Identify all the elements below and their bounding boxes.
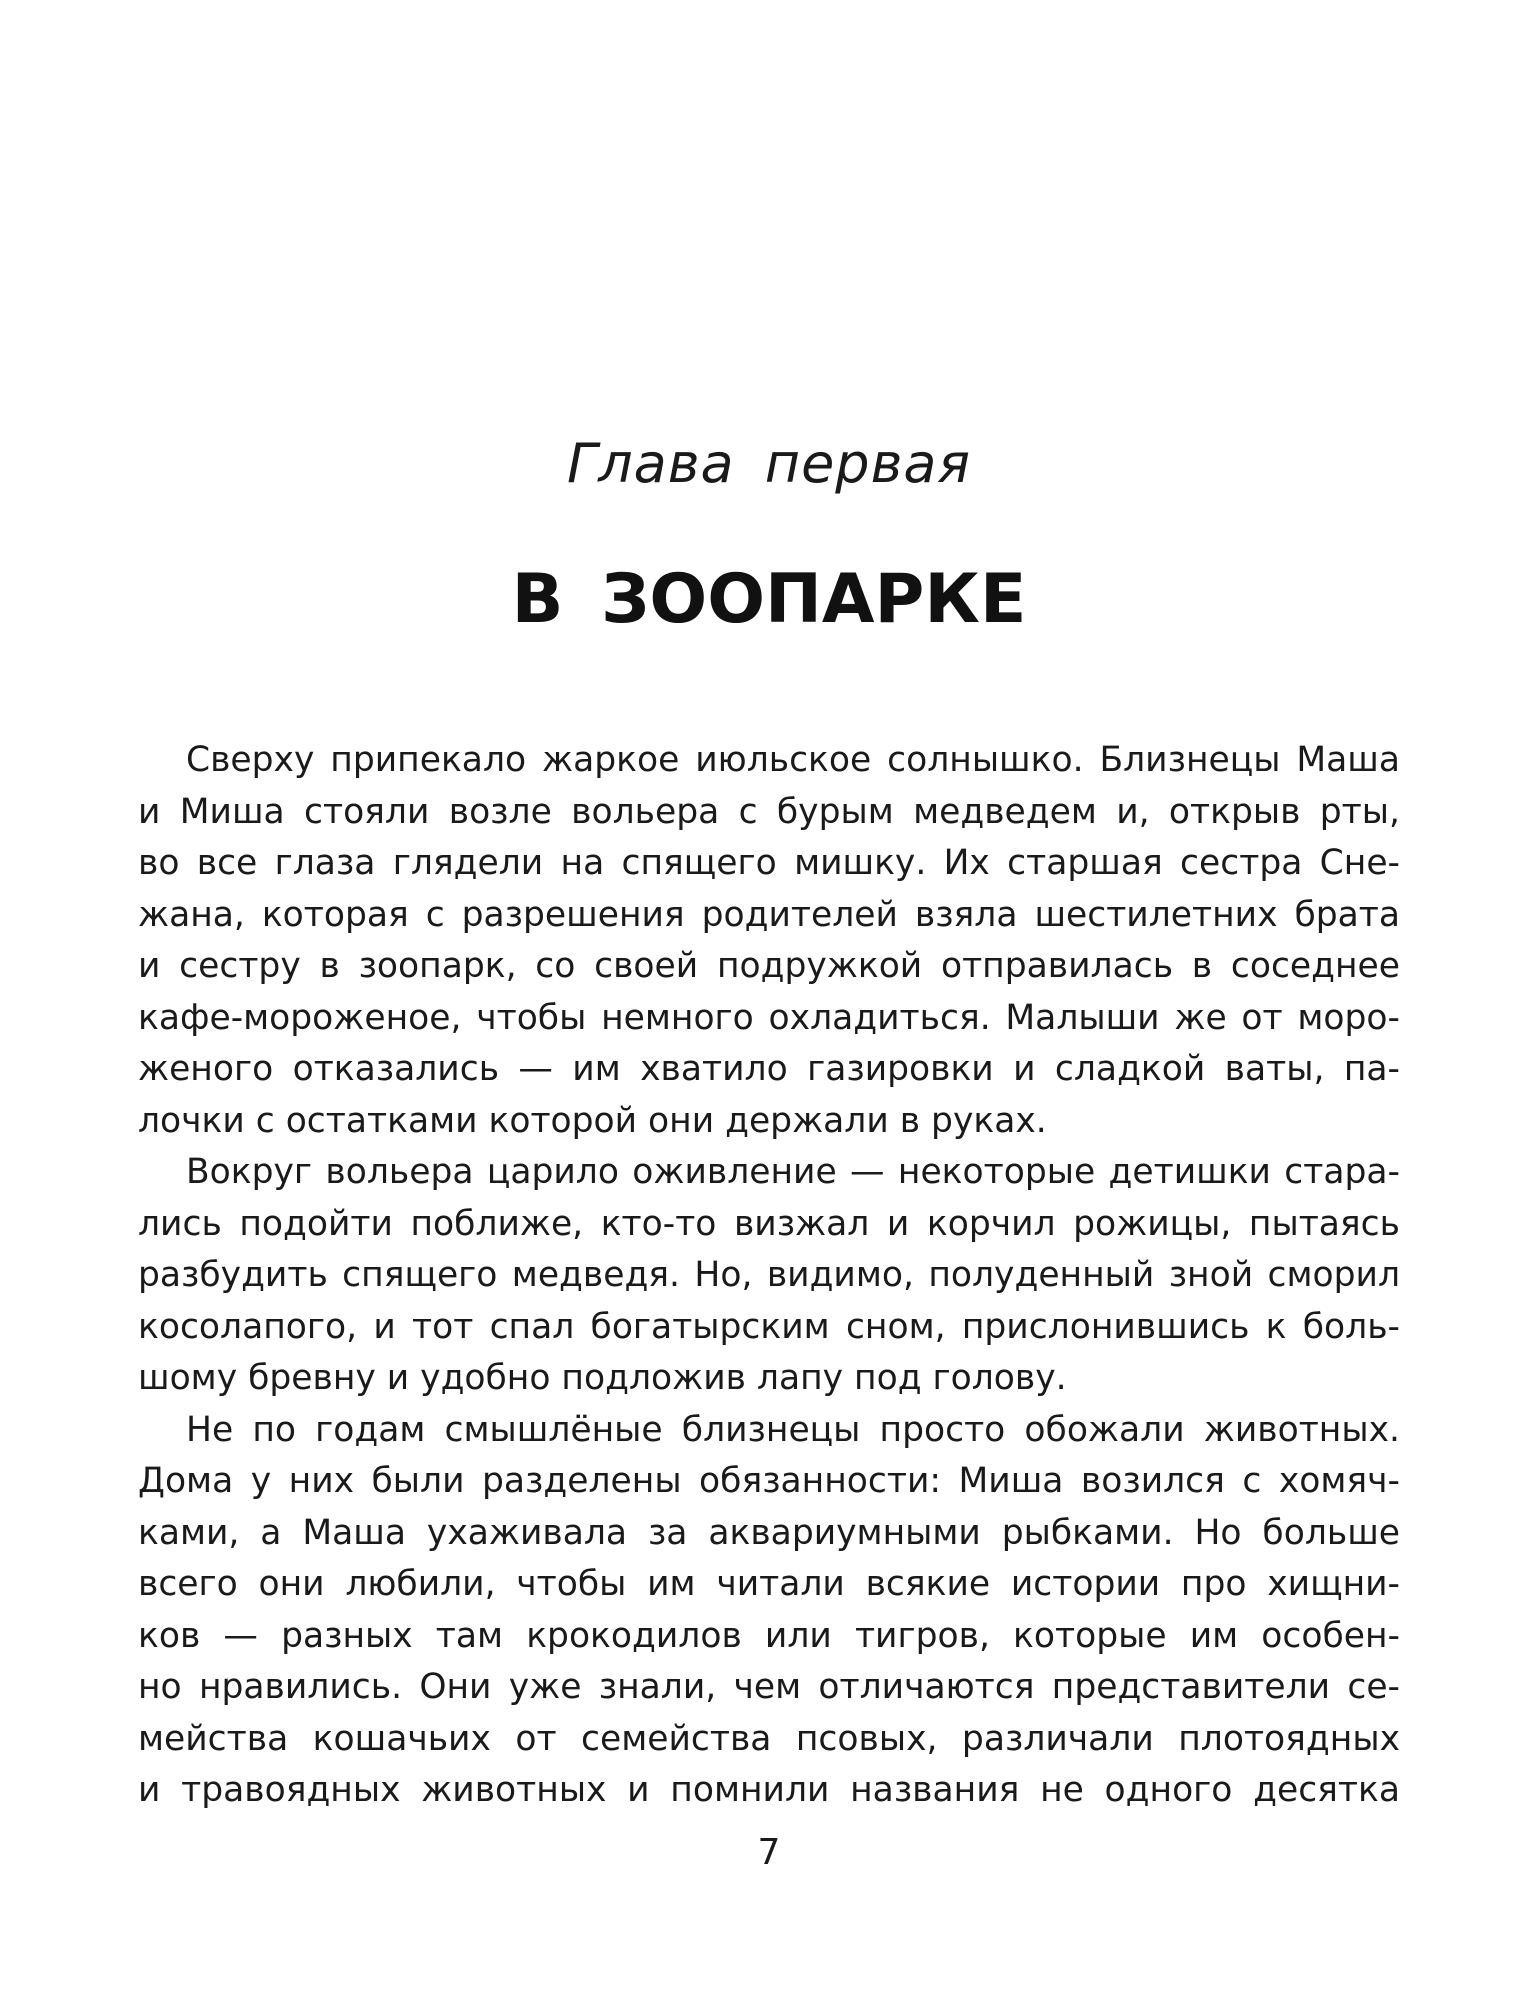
text-line: ками, а Маша ухаживала за аквариумными рыбками. Но больше: [138, 1512, 1400, 1553]
page-number: 7: [757, 1832, 781, 1873]
paragraph-3: [138, 1405, 1400, 1817]
text-line: но нравились. Они уже знали, чем отличаются представители се-: [138, 1667, 1400, 1707]
text-line: шому бревну и удобно подложив лапу под голову.: [138, 1358, 1067, 1398]
paragraph-2: [138, 1147, 1400, 1405]
chapter-title: В ЗООПАРКЕ: [511, 560, 1027, 639]
text-line: Дома у них были разделены обязанности: Миша возился с хомяч-: [138, 1461, 1400, 1501]
text-line: жана, которая с разрешения родителей взяла шестилетних брата: [138, 894, 1400, 935]
text-line: лочки с остатками которой они держали в руках.: [138, 1100, 1047, 1141]
text-line: Сверху припекало жаркое июльское солнышко. Близнецы Маша: [186, 740, 1400, 780]
text-line: косолапого, и тот спал богатырским сном, прислонившись к боль-: [138, 1306, 1400, 1347]
text-line: лись подойти поближе, кто-то визжал и корчил рожицы, пытаясь: [138, 1203, 1400, 1244]
text-line: и сестру в зоопарк, со своей подружкой отправилась в соседнее: [138, 946, 1400, 986]
body-text: [138, 735, 1400, 1817]
text-line: и Миша стояли возле вольера с бурым медведем и, открыв рты,: [138, 791, 1400, 832]
chapter-label: Глава первая: [567, 432, 971, 495]
text-line: разбудить спящего медведя. Но, видимо, полуденный зной сморил: [138, 1255, 1400, 1295]
text-line: мейства кошачьих от семейства псовых, различали плотоядных: [138, 1718, 1400, 1759]
text-line: во все глаза глядели на спящего мишку. Их старшая сестра Сне-: [138, 843, 1400, 883]
text-line: ков — разных там крокодилов или тигров, которые им особен-: [138, 1615, 1400, 1656]
text-line: Вокруг вольера царило оживление — некоторые детишки стара-: [186, 1152, 1400, 1192]
text-line: кафе-мороженое, чтобы немного охладиться. Малыши же от моро-: [138, 997, 1400, 1038]
text-line: женого отказались — им хватило газировки и сладкой ваты, па-: [138, 1049, 1400, 1089]
text-line: и травоядных животных и помнили названия не одного десятка: [138, 1770, 1400, 1810]
text-line: Не по годам смышлёные близнецы просто обожали животных.: [186, 1409, 1400, 1450]
paragraph-1: [138, 735, 1400, 1147]
text-line: всего они любили, чтобы им читали всякие истории про хищни-: [138, 1564, 1400, 1604]
